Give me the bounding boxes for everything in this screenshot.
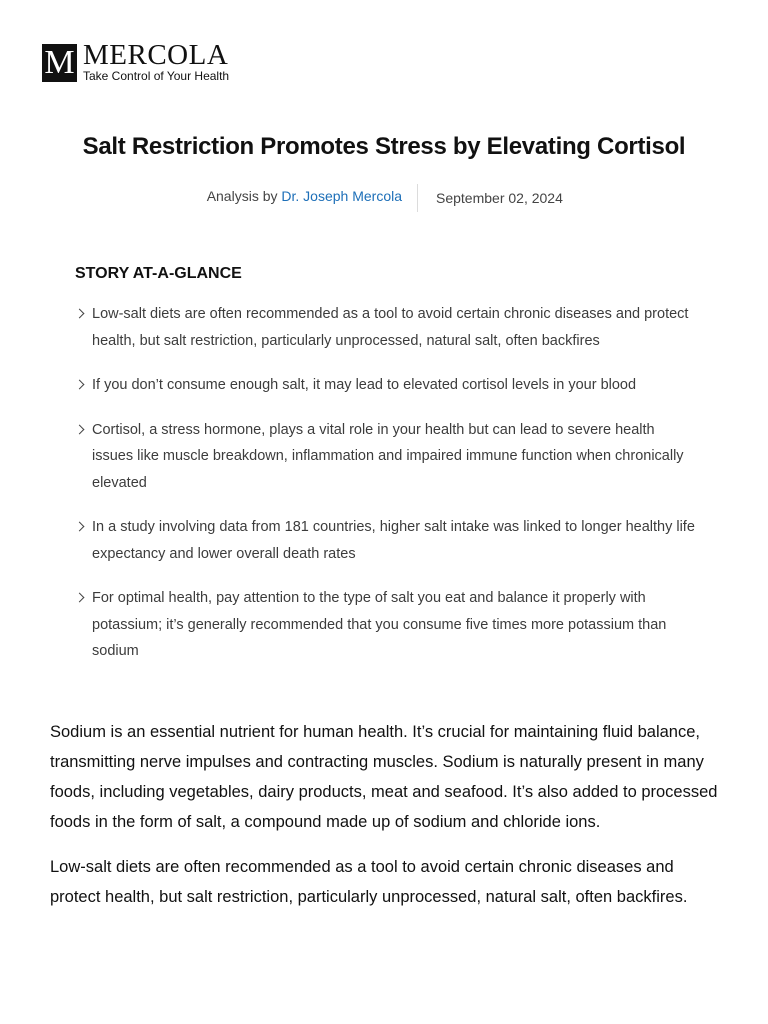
byline (0, 184, 768, 212)
glance-list (75, 301, 695, 665)
chevron-right-icon (75, 380, 85, 390)
chevron-right-icon (75, 424, 85, 434)
logo-tagline: Take Control of Your Health (83, 69, 230, 83)
byline-prefix: Analysis by (206, 188, 278, 204)
site-logo[interactable] (42, 39, 230, 83)
article-title: Salt Restriction Promotes Stress by Elevating Cortisol (82, 133, 686, 160)
chevron-right-icon (75, 309, 85, 319)
author-link[interactable]: Dr. Joseph Mercola (281, 188, 402, 204)
article-body (50, 717, 720, 927)
logo-name: MERCOLA (83, 39, 229, 71)
chevron-right-icon (75, 522, 85, 532)
byline-author (207, 188, 402, 204)
glance-item-text: Low-salt diets are often recommended as a tool to avoid certain chronic diseases and protect health, but salt restriction, particularly unprocessed, natural salt, often backfires (92, 306, 689, 349)
body-paragraph: Sodium is an essential nutrient for human health. It’s crucial for maintaining fluid balance, transmitting nerve impulses and contracting muscles. Sodium is naturally present in many foods, including vegetables, dairy products, meat and seafood. It’s also added to processed foods in the form of salt, a compound made up of sodium and chloride ions. (50, 723, 718, 831)
glance-item (75, 372, 695, 399)
glance-item (75, 301, 695, 354)
chevron-right-icon (75, 593, 85, 603)
story-at-a-glance (75, 265, 695, 683)
glance-item-text: If you don’t consume enough salt, it may lead to elevated cortisol levels in your blood (92, 377, 637, 393)
glance-item (75, 585, 695, 665)
glance-item-text: Cortisol, a stress hormone, plays a vital role in your health but can lead to severe health issues like muscle breakdown, inflammation and impaired immune function when chronically elevated (92, 421, 684, 491)
glance-heading: STORY AT-A-GLANCE (75, 265, 242, 282)
logo-text (83, 39, 230, 83)
glance-item (75, 514, 695, 567)
glance-item-text: In a study involving data from 181 countries, higher salt intake was linked to longer healthy life expectancy and lower overall death rates (92, 519, 695, 562)
byline-divider (417, 184, 418, 212)
logo-mark: M (42, 44, 77, 82)
body-paragraph: Low-salt diets are often recommended as a tool to avoid certain chronic diseases and protect health, but salt restriction, particularly unprocessed, natural salt, often backfires. (50, 858, 688, 906)
glance-item (75, 417, 695, 497)
glance-item-text: For optimal health, pay attention to the type of salt you eat and balance it properly with potassium; it’s generally recommended that you consume five times more potassium than sodium (92, 590, 667, 659)
publish-date: September 02, 2024 (436, 190, 563, 206)
